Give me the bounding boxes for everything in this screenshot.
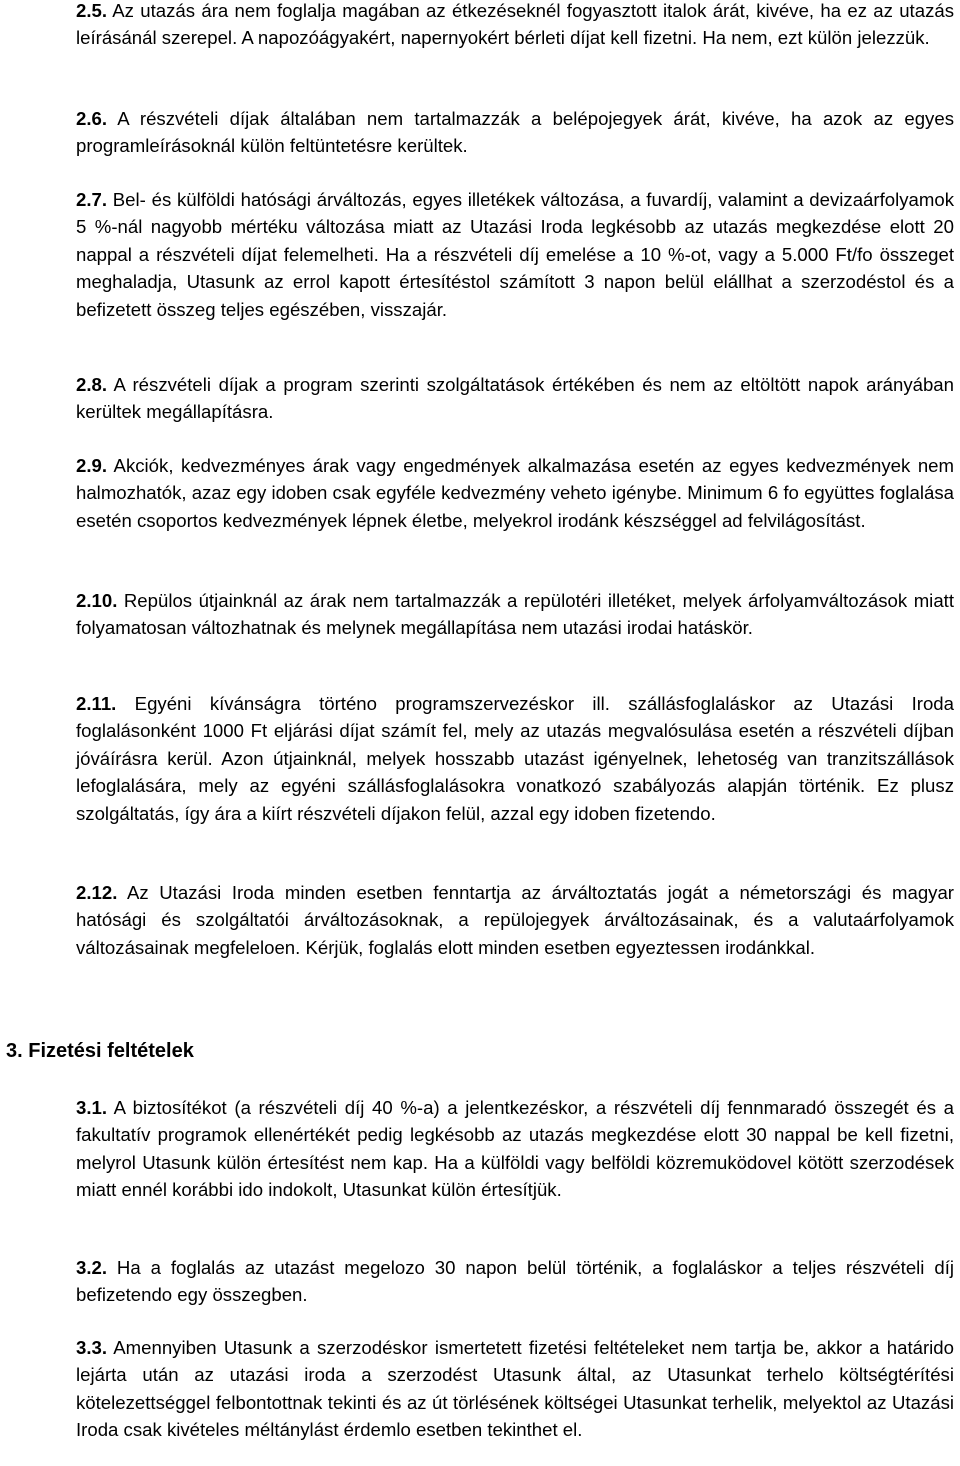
paragraph-text: Ha a foglalás az utazást megelozo 30 napon belül történik, a foglaláskor a teljes részvételi díj befizetendo egy összegben. xyxy=(76,1257,954,1306)
paragraph-2-7 xyxy=(76,186,954,323)
paragraph-text: A részvételi díjak általában nem tartalmazzák a belépojegyek árát, kivéve, ha azok az egyes programleírásoknál külön feltüntetésre kerültek. xyxy=(76,108,954,157)
paragraph-number: 2.7. xyxy=(76,189,108,210)
paragraph-number: 3.1. xyxy=(76,1097,108,1118)
paragraph-text: Az Utazási Iroda minden esetben fenntartja az árváltoztatás jogát a németországi és magyar hatósági és szolgáltatói árváltozásoknak, a repülojegyek árváltozásainak, és a valutaárfolyamok változásainak megfeleloen. Kérjük, foglalás elott minden esetben egyeztessen irodánkkal. xyxy=(76,882,954,958)
paragraph-text: A részvételi díjak a program szerinti szolgáltatások értékében és nem az eltöltött napok arányában kerültek megállapításra. xyxy=(76,374,954,423)
paragraph-number: 3.2. xyxy=(76,1257,108,1278)
paragraph-text: Repülos útjainknál az árak nem tartalmazzák a repülotéri illetéket, melyek árfolyamváltozások miatt folyamatosan változhatnak és melynek megállapítása nem utazási irodai hatáskör. xyxy=(76,590,954,639)
paragraph-number: 2.5. xyxy=(76,0,108,21)
paragraph-2-11 xyxy=(76,690,954,827)
paragraph-text: Az utazás ára nem foglalja magában az étkezéseknél fogyasztott italok árát, kivéve, ha ez az utazás leírásánál szerepel. A napozóágyakért, napernyokért bérleti díjat kell fizetni. Ha nem, ezt külön jelezzük. xyxy=(76,0,954,49)
paragraph-2-6 xyxy=(76,105,954,160)
paragraph-text: A biztosítékot (a részvételi díj 40 %-a) a jelentkezéskor, a részvételi díj fennmaradó összegét és a fakultatív programok ellenértékét pedig legkésobb az utazás megkezdése elott 30 nappal be kell fizetni, melyrol Utasunk külön értesítést nem kap. Ha a külföldi vagy belföldi közremuködovel kötött szerzodések miatt ennél korábbi ido indokolt, Utasunkat külön értesítjük. xyxy=(76,1097,954,1201)
paragraph-3-2 xyxy=(76,1254,954,1309)
paragraph-text: Bel- és külföldi hatósági árváltozás, egyes illetékek változása, a fuvardíj, valamint a devizaárfolyamok 5 %-nál nagyobb mértéku változása miatt az Utazási Iroda legkésobb az utazás megkezdése elott 20 nappal a részvételi díjat felemelheti. Ha a részvételi díj emelése a 10 %-ot, vagy a 5.000 Ft/fo összeget meghaladja, Utasunk az errol kapott értesítéstol számított 3 napon belül elállhat a szerzodéstol és a befizetett összeg teljes egészében, visszajár. xyxy=(76,189,954,320)
paragraph-number: 2.6. xyxy=(76,108,108,129)
paragraph-number: 2.10. xyxy=(76,590,118,611)
paragraph-2-12 xyxy=(76,879,954,961)
paragraph-number: 2.12. xyxy=(76,882,118,903)
paragraph-number: 3.3. xyxy=(76,1337,108,1358)
section-title: 3. Fizetési feltételek xyxy=(6,1040,194,1062)
paragraph-3-1 xyxy=(76,1094,954,1204)
paragraph-number: 2.9. xyxy=(76,455,108,476)
paragraph-3-3 xyxy=(76,1334,954,1444)
paragraph-text: Egyéni kívánságra történo programszervezéskor ill. szállásfoglaláskor az Utazási Iroda foglalásonként 1000 Ft eljárási díjat számít fel, mely az utazás megvalósulása esetén a részvételi díjban jóváírásra kerül. Azon útjainknál, melyek hosszabb utazást igényelnek, lehetoség van tranzitszállások lefoglalására, mely az egyéni szállásfoglalásokra vonatkozó szabályozás alapján történik. Ez plusz szolgáltatás, így ára a kiírt részvételi díjakon felül, azzal egy idoben fizetendo. xyxy=(76,693,954,824)
paragraph-2-9 xyxy=(76,452,954,534)
paragraph-text: Amennyiben Utasunk a szerzodéskor ismertetett fizetési feltételeket nem tartja be, akkor a határido lejárta után az utazási iroda a szerzodést Utasunk által, az Utasunkat terhelo költségtérítési kötelezettséggel felbontottnak tekinti és az út törlésének költségei Utasunkat terhelik, melyektol az Utazási Iroda csak kivételes méltánylást érdemlo esetben tekinthet el. xyxy=(76,1337,954,1441)
paragraph-number: 2.8. xyxy=(76,374,108,395)
paragraph-number: 2.11. xyxy=(76,693,117,714)
paragraph-text: Akciók, kedvezményes árak vagy engedmények alkalmazása esetén az egyes kedvezmények nem halmozhatók, azaz egy idoben csak egyféle kedvezmény veheto igénybe. Minimum 6 fo együttes foglalása esetén csoportos kedvezmények lépnek életbe, melyekrol irodánk készséggel ad felvilágosítást. xyxy=(76,455,954,531)
paragraph-2-8 xyxy=(76,371,954,426)
paragraph-2-5 xyxy=(76,0,954,52)
paragraph-2-10 xyxy=(76,587,954,642)
